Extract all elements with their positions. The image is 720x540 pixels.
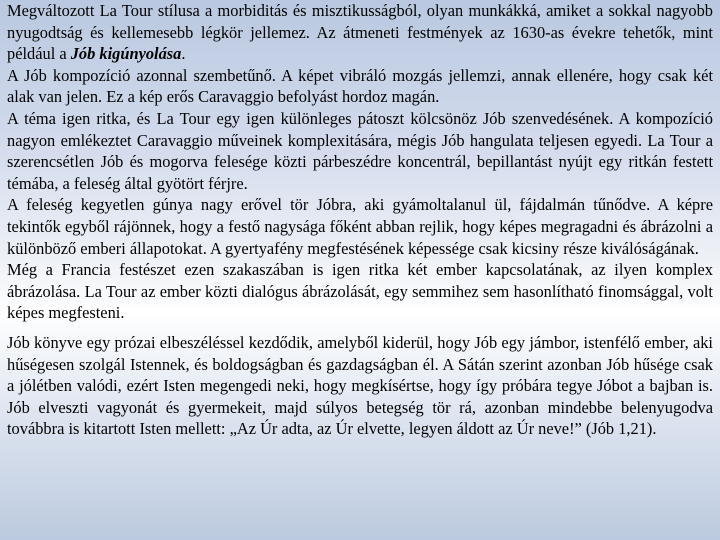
paragraph-text: Megváltozott La Tour stílusa a morbiditás és misztikusságból, olyan munkákká, amiket a sokkal nagyobb nyugodtság és kellemesebb légkör jellemez. Az átmeneti festmények az 1630-as évekre tehetők, mint például a — [7, 1, 713, 64]
paragraph-french-painting: Még a Francia festészet ezen szakaszában is igen ritka két ember kapcsolatának, az ilyen komplex ábrázolása. La Tour az ember közti dialógus ábrázolását, egy semmihez sem hasonlítható finomsággal, volt képes megfesteni. — [7, 260, 713, 323]
paragraph-wife-mockery: A feleség kegyetlen gúnya nagy erővel tör Jóbra, aki gyámoltalanul ül, fájdalmán tűnődve. A képre tekintők egyből rájönnek, hogy a festő nagysága főként abban rejlik, hogy képes megragadni és ábrázolni a különböző emberi állapotokat. A gyertyafény megfestésének képessége csak kicsiny része kiválóságának. — [7, 195, 713, 258]
painting-title: Jób kigúnyolása — [70, 44, 182, 64]
paragraph-style-change — [7, 0, 713, 65]
text-block-la-tour — [7, 0, 713, 324]
paragraph-theme: A téma igen ritka, és La Tour egy igen különleges pátoszt kölcsönöz Jób szenvedésének. A kompozíció nagyon emlékeztet Caravaggio műveinek komplexitására, mégis Jób hangulata teljesen egyedi. La Tour a szerencsétlen Jób és mogorva felesége közti párbeszédre koncentrál, bepillantást nyújt egy ritkán festett témába, a feleség által gyötört férjre. — [7, 108, 713, 193]
paragraph-composition: A Jób kompozíció azonnal szembetűnő. A képet vibráló mozgás jellemzi, annak ellenére, hogy csak két alak van jelen. Ez a kép erős Caravaggio befolyást hordoz magán. — [7, 65, 713, 107]
paragraph-text-end: . — [181, 44, 186, 64]
text-block-book-of-job — [7, 332, 713, 440]
paragraph-book-of-job: Jób könyve egy prózai elbeszéléssel kezdődik, amelyből kiderül, hogy Jób egy jámbor, istenfélő ember, aki hűségesen szolgál Istennek, és boldogságban és gazdagságban él. A Sátán szerint azonban Jób hűsége csak a jólétben valódi, ezért Isten megengedi neki, hogy megkísértse, hogy így próbára tegye Jóbot a bajban is. Jób elveszti vagyonát és gyermekeit, majd súlyos betegség tör rá, azonban mindebbe belenyugodva továbbra is kitartott Isten mellett: „Az Úr adta, az Úr elvette, legyen áldott az Úr neve!” (Jób 1,21). — [7, 332, 713, 439]
